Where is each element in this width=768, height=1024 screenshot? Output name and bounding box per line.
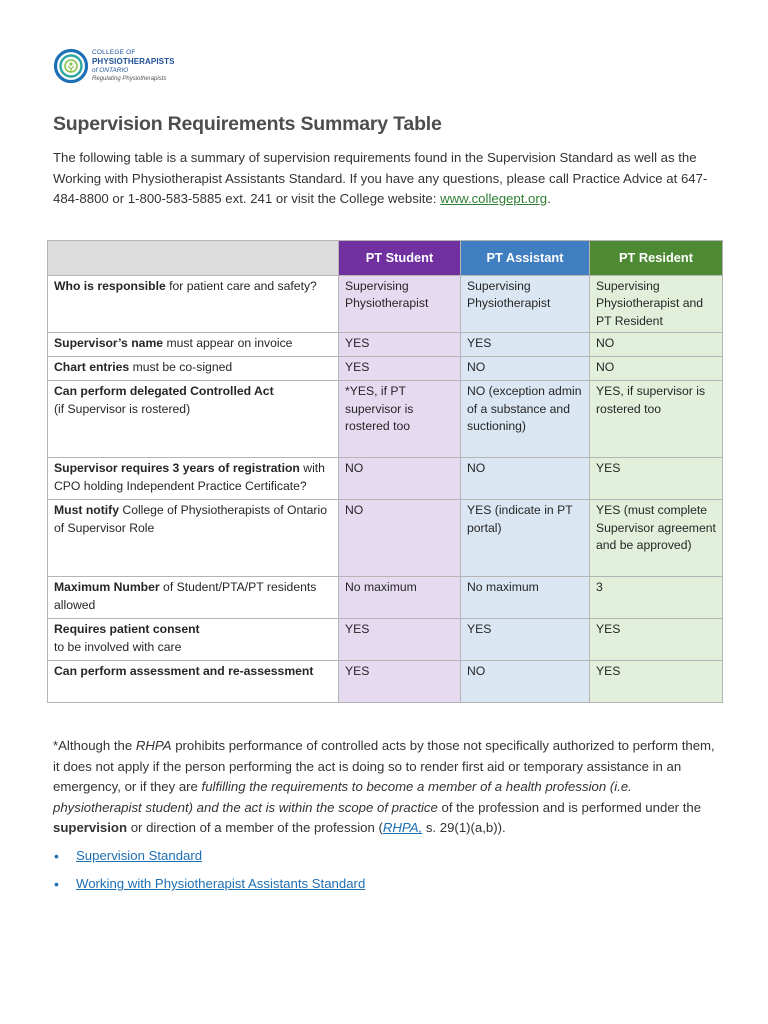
page-title: Supervision Requirements Summary Table <box>53 113 442 135</box>
footnote-text: *Although the <box>53 738 136 753</box>
cell-pt-resident: Supervising Physiotherapist and PT Resident <box>590 276 723 333</box>
row-label <box>48 333 339 357</box>
cell-pt-assistant: NO (exception admin of a substance and suctioning) <box>461 381 590 458</box>
college-website-link[interactable]: www.collegept.org <box>440 191 548 207</box>
pta-standard-link[interactable]: Working with Physiotherapist Assistants Standard <box>76 876 366 891</box>
footnote-paragraph <box>53 736 721 839</box>
cell-pt-assistant: YES <box>461 333 590 357</box>
cell-pt-student: YES <box>339 357 461 381</box>
table-row <box>48 577 723 619</box>
logo-line-1: COLLEGE OF <box>92 49 136 56</box>
cell-pt-assistant: No maximum <box>461 577 590 619</box>
table-row <box>48 357 723 381</box>
logo-tagline: Regulating Physiotherapists <box>92 76 167 82</box>
cell-pt-resident: 3 <box>590 577 723 619</box>
footnote-text: of the profession and is performed under the <box>437 799 702 815</box>
cell-pt-student: Supervising Physiotherapist <box>339 276 461 333</box>
list-item <box>53 874 365 902</box>
column-header-pt-student: PT Student <box>339 241 461 276</box>
row-label <box>48 381 339 458</box>
header-blank-cell <box>48 241 339 276</box>
row-label-rest: of Student/PTA/PT residents allowed <box>54 580 317 612</box>
cell-pt-student: YES <box>339 619 461 661</box>
cell-pt-student: YES <box>339 661 461 703</box>
table-row <box>48 381 723 458</box>
cell-pt-resident: YES <box>590 661 723 703</box>
row-label <box>48 458 339 500</box>
footnote-bold-text: supervision <box>53 820 128 836</box>
row-label-rest: must be co-signed <box>129 360 233 375</box>
row-label-rest: to be involved with care <box>54 639 182 654</box>
college-emblem-icon <box>53 48 89 84</box>
row-label <box>48 619 339 661</box>
cell-pt-assistant: YES <box>461 619 590 661</box>
row-label <box>48 577 339 619</box>
row-label <box>48 276 339 333</box>
cell-pt-resident: YES, if supervisor is rostered too <box>590 381 723 458</box>
cell-pt-assistant: NO <box>461 458 590 500</box>
supervision-standard-link[interactable]: Supervision Standard <box>76 848 203 863</box>
cell-pt-assistant: NO <box>461 661 590 703</box>
cell-pt-resident: YES <box>590 619 723 661</box>
row-label-bold: Who is responsible <box>54 279 166 293</box>
column-header-pt-assistant: PT Assistant <box>461 241 590 276</box>
cell-pt-assistant: NO <box>461 357 590 381</box>
intro-end: . <box>547 191 551 207</box>
cell-pt-assistant: Supervising Physiotherapist <box>461 276 590 333</box>
row-label-bold: Can perform assessment and re-assessment <box>54 664 314 679</box>
row-label-rest: College of Physiotherapists of Ontario of Supervisor Role <box>54 503 327 535</box>
cell-pt-student: No maximum <box>339 577 461 619</box>
standards-link-list <box>53 846 365 902</box>
logo-line-2: PHYSIOTHERAPISTS <box>92 57 175 66</box>
list-item <box>53 846 365 874</box>
row-label <box>48 500 339 577</box>
row-label-bold: Chart entries <box>54 360 130 375</box>
row-label-rest: must appear on invoice <box>163 336 293 351</box>
table-row <box>48 661 723 703</box>
footnote-text: or direction of a member of the profession ( <box>127 820 383 836</box>
supervision-requirements-table <box>47 240 723 703</box>
intro-paragraph <box>53 148 723 210</box>
intro-text: The following table is a summary of supervision requirements found in the Supervision Standard as well as the Working with Physiotherapist Assistants Standard. If you have any questions, please call Practice Advice at 647-484-8800 or 1-800-583-5885 ext. 241 or visit the College website: <box>53 150 708 207</box>
table-row <box>48 500 723 577</box>
rhpa-link[interactable]: RHPA, <box>382 820 423 836</box>
cell-pt-resident: NO <box>590 333 723 357</box>
row-label-rest: for patient care and safety? <box>165 279 317 293</box>
cell-pt-resident: NO <box>590 357 723 381</box>
row-label-bold: Must notify <box>54 503 119 518</box>
footnote-text: prohibits performance of controlled acts by those not specifically authorized to perform them, it does not apply if the person performing the act is doing so to render first aid or temporary assistance in an emergency, or if they are <box>53 738 715 795</box>
row-label <box>48 357 339 381</box>
table-header-row <box>48 241 723 276</box>
row-label-rest: with CPO holding Independent Practice Certificate? <box>54 461 325 493</box>
cell-pt-student: *YES, if PT supervisor is rostered too <box>339 381 461 458</box>
table-row <box>48 458 723 500</box>
footnote-italic-rhpa: RHPA <box>135 738 172 753</box>
logo-line-3: of ONTARIO <box>92 67 129 74</box>
row-label-bold: Supervisor’s name <box>54 336 164 351</box>
cell-pt-student: NO <box>339 500 461 577</box>
row-label <box>48 661 339 703</box>
footnote-italic-text: fulfilling the requirements to become a member of a health profession (i.e. physiotherapist student) and the act is within the scope of practice <box>53 779 632 815</box>
cell-pt-assistant: YES (indicate in PT portal) <box>461 500 590 577</box>
cell-pt-resident: YES <box>590 458 723 500</box>
row-label-bold: Maximum Number <box>54 580 160 595</box>
row-label-rest: (if Supervisor is rostered) <box>54 401 191 416</box>
table-row <box>48 333 723 357</box>
cell-pt-resident: YES (must complete Supervisor agreement and be approved) <box>590 500 723 577</box>
cell-pt-student: NO <box>339 458 461 500</box>
row-label-bold: Requires patient consent <box>54 622 200 637</box>
college-logo <box>53 46 175 86</box>
row-label-bold: Can perform delegated Controlled Act <box>54 384 274 399</box>
column-header-pt-resident: PT Resident <box>590 241 723 276</box>
cell-pt-student: YES <box>339 333 461 357</box>
table-row <box>48 276 723 333</box>
footnote-text: s. 29(1)(a,b)). <box>422 820 506 836</box>
table-row <box>48 619 723 661</box>
row-label-bold: Supervisor requires 3 years of registration <box>54 461 300 476</box>
